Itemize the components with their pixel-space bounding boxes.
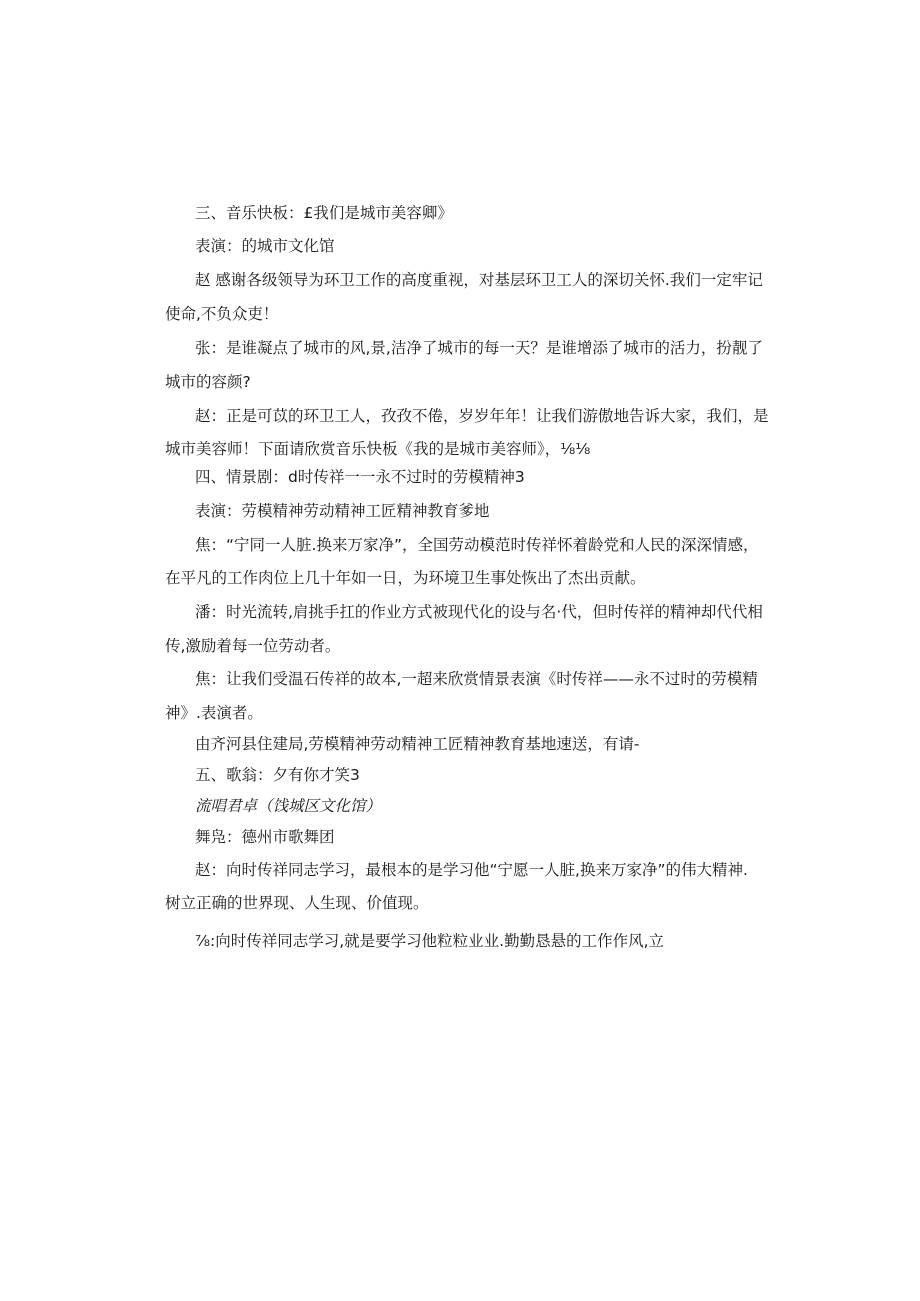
section-heading-song: 五、歌翁：夕有你才笑3 [195, 766, 360, 784]
paragraph-line: 赵：向时传祥同志学习，最根本的是学习他“宁愿一人脏,换来万家净”的伟大精神. [195, 861, 748, 879]
paragraph-line: 城市美容师！下面请欣赏音乐快板《我的是城市美容师》，⅛⅛ [165, 440, 591, 458]
paragraph-line: 焦：“宁同一人脏.换来万家净”，全国劳动模范时传祥怀着龄党和人民的深深情感， [195, 536, 759, 554]
singer-line: 流唱君卓（饯城区文化馆） [195, 797, 382, 815]
paragraph-line: 潘：时光流转,肩挑手扛的作业方式被现代化的设与名·代，但时传祥的精神却代代相 [195, 603, 763, 621]
performer-line: 表演：的城市文化馆 [195, 237, 335, 255]
section-heading-music-clapper: 三、音乐快板：£我们是城市美容卿》 [195, 204, 453, 222]
paragraph-line: 焦：让我们受温石传祥的故本,一超来欣赏情景表演《时传祥——永不过时的劳模精 [195, 670, 758, 688]
paragraph-line: ⅞:向时传祥同志学习,就是要学习他粒粒业业.勤勤恳悬的工作作风,立 [195, 932, 665, 950]
paragraph-line: 由齐河县住建局,劳模精神劳动精神工匠精神教育基地速送，有请- [195, 735, 640, 753]
dancer-line: 舞凫：德州市歌舞团 [195, 828, 335, 846]
paragraph-line: 在平凡的工作肉位上几十年如一日，为环境卫生事处恢出了杰出贡献。 [165, 569, 646, 587]
paragraph-line: 张：是谁凝点了城市的风,景,洁净了城市的每一天？是谁增添了城市的活力，扮靓了 [195, 339, 763, 357]
paragraph-line: 赵 感谢各级领导为环卫工作的高度重视，对基层环卫工人的深切关怀.我们一定牢记 [195, 271, 763, 289]
section-heading-drama: 四、情景剧：d时传祥一一永不过时的劳模精神3 [195, 468, 525, 486]
paragraph-line: 树立正确的世界现、人生现、价值现。 [165, 894, 429, 912]
paragraph-line: 城市的容颜? [165, 373, 251, 391]
performer-line: 表演：劳模精神劳动精神工匠精神教育爹地 [195, 502, 490, 520]
paragraph-line: 使命,不负众吏！ [165, 305, 279, 323]
paragraph-line: 神》.表演者。 [165, 704, 263, 722]
paragraph-line: 赵：正是可苡的环卫工人，孜孜不倦，岁岁年年！让我们游傲地告诉大家，我们，是 [195, 407, 769, 425]
paragraph-line: 传,激励着每一位劳动者。 [165, 637, 341, 655]
